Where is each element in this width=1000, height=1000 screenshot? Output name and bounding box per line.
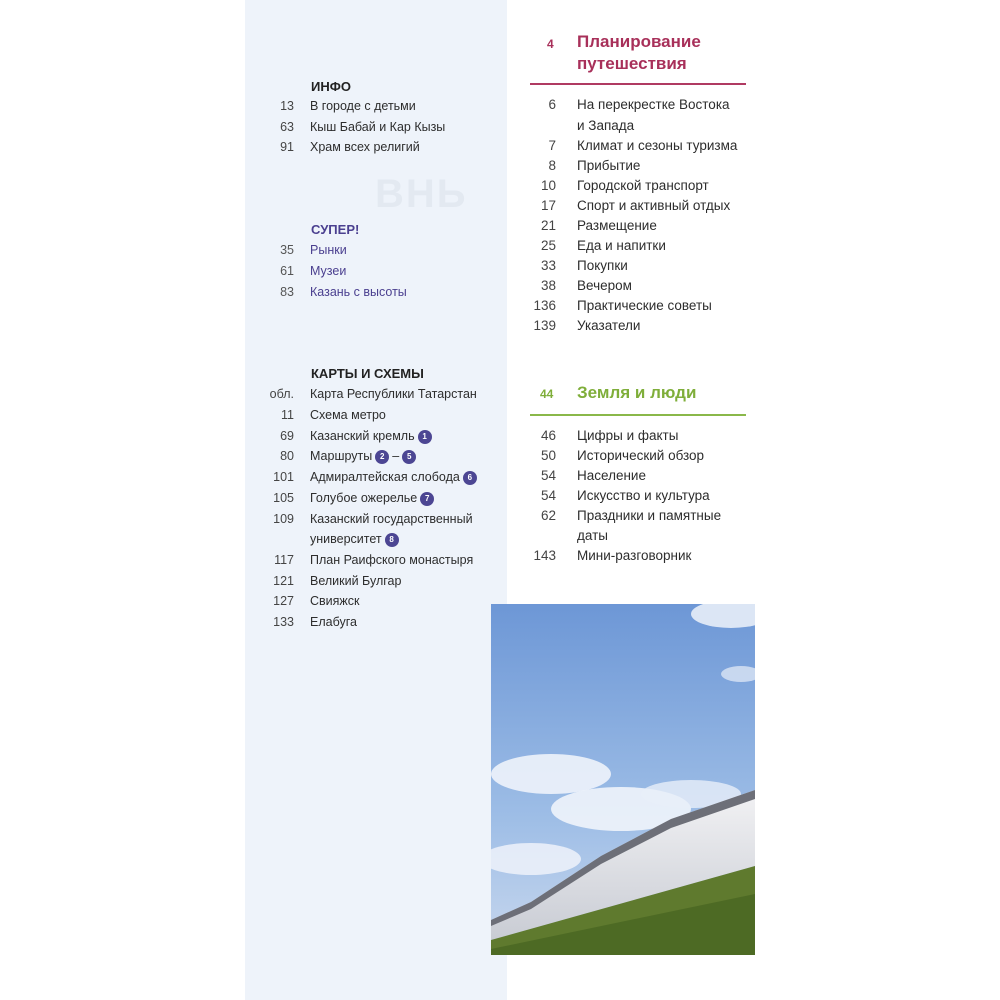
page-number: 13 [280,99,294,113]
route-badge-icon: 5 [402,450,416,464]
item-label: даты [577,528,608,543]
item-label: Рынки [310,243,347,257]
page-number: 136 [533,298,556,313]
page-number: 80 [280,449,294,463]
item-label: Указатели [577,318,641,333]
land-chapter-number: 44 [540,387,554,401]
kremlin-wall-image-icon [491,604,755,955]
item-label: Городской транспорт [577,178,709,193]
route-badge-icon: 2 [375,450,389,464]
page-number: 101 [273,470,294,484]
page-number: 38 [540,278,556,293]
page-number: 21 [540,218,556,233]
route-badge-icon: 6 [463,471,477,485]
item-label: Казанский государственный [310,512,473,526]
item-label: Адмиралтейская слобода 6 [310,467,477,487]
page-number: 63 [280,120,294,134]
route-badge-icon: 7 [420,492,434,506]
item-label: Исторический обзор [577,448,705,463]
page-number: 54 [540,468,556,483]
item-label: Практические советы [577,298,712,313]
item-label: Кыш Бабай и Кар Кызы [310,120,446,134]
item-label: Население [577,468,646,483]
item-label: Храм всех религий [310,140,420,154]
item-label: Вечером [577,278,632,293]
page-number: 127 [273,594,294,608]
route-badge-icon: 8 [385,533,399,547]
item-label: Елабуга [310,615,357,629]
page-number: 109 [273,512,294,526]
item-label: Еда и напитки [577,238,666,253]
info-section-title: ИНФО [311,79,351,94]
item-label: Музеи [310,264,347,278]
range-dash: – [392,449,400,463]
page-number: 35 [280,243,294,257]
item-label: Покупки [577,258,628,273]
item-label: Размещение [577,218,657,233]
item-label: Мини-разговорник [577,548,692,563]
kremlin-wall-photo [491,604,755,955]
item-label: и Запада [577,118,635,133]
land-divider [530,414,746,416]
item-label: План Раифского монастыря [310,553,474,567]
page-number: 139 [533,318,556,333]
page-number: 91 [280,140,294,154]
page-number: 83 [280,285,294,299]
page-number: 33 [540,258,556,273]
planning-chapter-title[interactable] [577,31,701,75]
item-label: Искусство и культура [577,488,710,503]
item-label: На перекрестке Востока [577,97,730,112]
item-label: Маршруты 2 – 5 [310,446,416,466]
page-number: 11 [281,408,294,422]
page-number: 54 [540,488,556,503]
page-number: 17 [540,198,556,213]
item-label: Климат и сезоны туризма [577,138,738,153]
title-line: Планирование [577,32,701,51]
page-number: 8 [548,158,556,173]
item-label: Схема метро [310,408,386,422]
page-number: 25 [540,238,556,253]
land-chapter-title[interactable]: Земля и люди [577,383,697,402]
page-number: 50 [540,448,556,463]
item-label: Свияжск [310,594,360,608]
maps-section-title: КАРТЫ И СХЕМЫ [311,366,424,381]
item-label: Цифры и факты [577,428,679,443]
item-label: Голубое ожерелье 7 [310,488,434,508]
item-label: Казань с высоты [310,285,407,299]
page-number: 6 [548,97,556,112]
item-label: Карта Республики Татарстан [310,387,477,401]
background-watermark: ВНЬ [375,172,468,216]
page-number: 143 [533,548,556,563]
page-number: 46 [540,428,556,443]
item-label: Прибытие [577,158,641,173]
planning-chapter-number: 4 [547,37,554,51]
item-label: Праздники и памятные [577,508,722,523]
page-number: 62 [540,508,556,523]
page-number: 69 [280,429,294,443]
page-number: 121 [273,574,294,588]
page-number: обл. [269,387,294,401]
page-number: 7 [548,138,556,153]
planning-divider [530,83,746,85]
item-label: Казанский кремль 1 [310,426,432,446]
item-label: университет 8 [310,529,399,549]
page-number: 133 [273,615,294,629]
title-line: путешествия [577,54,687,73]
item-label: В городе с детьми [310,99,416,113]
route-badge-icon: 1 [418,430,432,444]
page-number: 61 [280,264,294,278]
page-number: 10 [540,178,556,193]
page-number: 117 [274,553,294,567]
super-section-title: СУПЕР! [311,222,360,237]
item-label: Великий Булгар [310,574,402,588]
item-label: Спорт и активный отдых [577,198,731,213]
page-number: 105 [273,491,294,505]
